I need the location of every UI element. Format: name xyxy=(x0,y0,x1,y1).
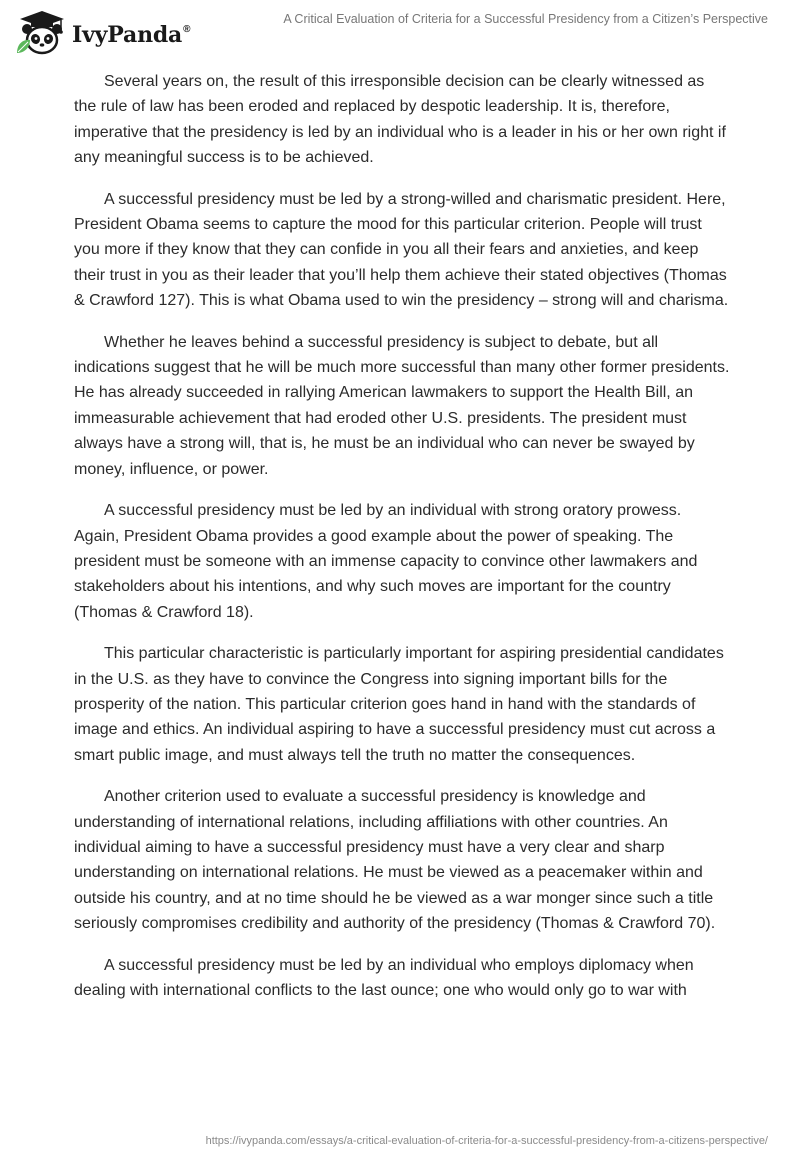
paragraph: Several years on, the result of this irresponsible decision can be clearly witnessed as the rule of law has been eroded and replaced by despotic leadership. It is, therefore, imperative that the presidency is led by an individual who is a leader in his or her own right if any meaningful success is to be achieved. xyxy=(74,73,726,167)
essay-body xyxy=(74,69,730,1019)
paragraph: This particular characteristic is particularly important for aspiring presidential candidates in the U.S. as they have to convince the Congress into signing important bills for the prosperity of the nation. This particular criterion goes hand in hand with the standards of image and ethics. An individual aspiring to have a successful presidency must cut across a smart public image, and must always tell the truth no matter the consequences. xyxy=(74,645,724,764)
paragraph: A successful presidency must be led by an individual who employs diplomacy when dealing with international conflicts to the last ounce; one who would only go to war with xyxy=(74,956,694,999)
paragraph: Whether he leaves behind a successful presidency is subject to debate, but all indications suggest that he will be much more successful than many other former presidents. He has already succeeded in rallying American lawmakers to support the Health Bill, an immeasurable achievement that had eroded other U.S. presidents. The president must always have a strong will, that is, he must be an individual who can never be swayed by money, influence, or power. xyxy=(74,333,730,478)
panda-graduate-icon xyxy=(14,9,70,57)
page-header xyxy=(0,0,800,60)
brand-name: IvyPanda® xyxy=(72,22,191,48)
paragraph: A successful presidency must be led by an individual with strong oratory prowess. Again, President Obama provides a good example about the power of speaking. The president must be someone with an immense capacity to convince other lawmakers and stakeholders about his intentions, and why such moves are important for the country (Thomas & Crawford 18). xyxy=(74,502,698,621)
paragraph: Another criterion used to evaluate a successful presidency is knowledge and understanding of international relations, including affiliations with other countries. An individual aiming to have a successful presidency must have a very clear and sharp understanding on international relations. He must be viewed as a peacemaker within and outside his country, and at no time should he be viewed as a war monger since such a title seriously compromises credibility and authority of the presidency (Thomas & Crawford 70). xyxy=(74,788,716,933)
ivypanda-logo[interactable] xyxy=(14,9,190,57)
paragraph: A successful presidency must be led by a strong-willed and charismatic president. Here, President Obama seems to capture the mood for this particular criterion. People will trust you more if they know that they can confide in you all their fears and anxieties, and keep their trust in you as their leader that you’ll help them achieve their stated objectives (Thomas & Crawford 127). This is what Obama used to win the presidency – strong will and charisma. xyxy=(74,190,729,310)
document-title: A Critical Evaluation of Criteria for a Successful Presidency from a Citizen’s Perspective xyxy=(283,12,768,26)
source-url[interactable]: https://ivypanda.com/essays/a-critical-evaluation-of-criteria-for-a-successful-presidency-from-a-citizens-perspective/ xyxy=(205,1135,768,1147)
registered-mark: ® xyxy=(183,24,191,35)
